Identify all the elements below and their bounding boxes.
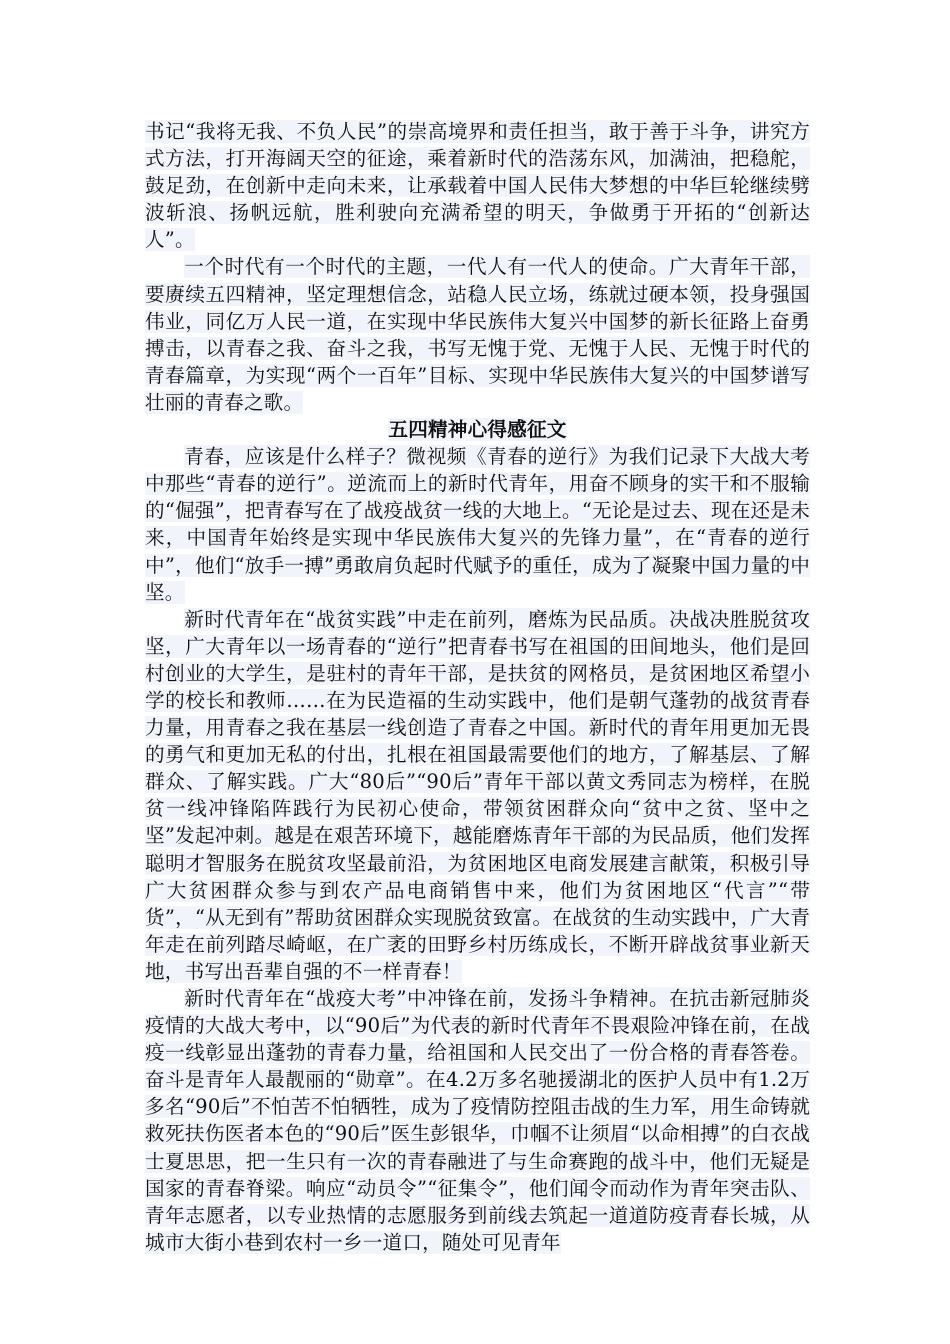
section-heading-text: 五四精神心得感征文 [388,418,567,442]
document-page [145,118,810,1256]
body-paragraph-1 [145,118,810,253]
body-paragraph-2 [145,253,810,416]
body-paragraph-3-text: 青春，应该是什么样子？微视频《青春的逆行》为我们记录下大战大考中那些“青春的逆行”。逆流而上的新时代青年，用奋不顾身的实干和不服输的“倔强”，把青春写在了战疫战贫一线的大地上。“无论是过去、现在还是未来，中国青年始终是实现中华民族伟大复兴的先锋力量”，在“青春的逆行中”，他们“放手一搏”勇敢肩负起时代赋予的重任，成为了凝聚中国力量的中坚。 [145,445,810,604]
section-heading [145,416,810,443]
body-paragraph-2-text: 一个时代有一个时代的主题，一代人有一代人的使命。广大青年干部，要赓续五四精神，坚定理想信念，站稳人民立场，练就过硬本领，投身强国伟业，同亿万人民一道，在实现中华民族伟大复兴中国梦的新长征路上奋勇搏击，以青春之我、奋斗之我，书写无愧于党、无愧于人民、无愧于时代的青春篇章，为实现“两个一百年”目标、实现中华民族伟大复兴的中国梦谱写壮丽的青春之歌。 [145,255,810,414]
body-paragraph-5 [145,985,810,1256]
body-paragraph-3 [145,443,810,606]
body-paragraph-1-text: 书记“我将无我、不负人民”的崇高境界和责任担当，敢于善于斗争，讲究方式方法，打开海阔天空的征途，乘着新时代的浩荡东风，加满油，把稳舵，鼓足劲，在创新中走向未来，让承载着中国人民伟大梦想的中华巨轮继续劈波斩浪、扬帆远航，胜利驶向充满希望的明天，争做勇于开拓的“创新达人”。 [145,120,810,252]
body-paragraph-4-text: 新时代青年在“战贫实践”中走在前列，磨炼为民品质。决战决胜脱贫攻坚，广大青年以一场青春的“逆行”把青春书写在祖国的田间地头，他们是回村创业的大学生，是驻村的青年干部，是扶贫的网格员，是贫困地区希望小学的校长和教师……在为民造福的生动实践中，他们是朝气蓬勃的战贫青春力量，用青春之我在基层一线创造了青春之中国。新时代的青年用更加无畏的勇气和更加无私的付出，扎根在祖国最需要他们的地方，了解基层、了解群众、了解实践。广大“80后”“90后”青年干部以黄文秀同志为榜样，在脱贫一线冲锋陷阵践行为民初心使命，带领贫困群众向“贫中之贫、坚中之坚”发起冲刺。越是在艰苦环境下，越能磨炼青年干部的为民品质，他们发挥聪明才智服务在脱贫攻坚最前沿，为贫困地区电商发展建言献策，积极引导广大贫困群众参与到农产品电商销售中来，他们为贫困地区“代言”“带货”，“从无到有”帮助贫困群众实现脱贫致富。在战贫的生动实践中，广大青年走在前列踏尽崎岖，在广袤的田野乡村历练成长，不断开辟战贫事业新天地，书写出吾辈自强的不一样青春！ [145,607,810,983]
body-paragraph-5-text: 新时代青年在“战疫大考”中冲锋在前，发扬斗争精神。在抗击新冠肺炎疫情的大战大考中，以“90后”为代表的新时代青年不畏艰险冲锋在前，在战疫一线彰显出蓬勃的青春力量，给祖国和人民交出了一份合格的青春答卷。奋斗是青年人最靓丽的“勋章”。在4.2万多名驰援湖北的医护人员中有1.2万多名“90后”不怕苦不怕牺牲，成为了疫情防控阻击战的生力军，用生命铸就救死扶伤医者本色的“90后”医生彭银华，巾帼不让须眉“以命相搏”的白衣战士夏思思，把一生只有一次的青春融进了与生命赛跑的战斗中，他们无疑是国家的青春脊梁。响应“动员令”“征集令”，他们闻令而动作为青年突击队、青年志愿者，以专业热情的志愿服务到前线去筑起一道道防疫青春长城，从城市大街小巷到农村一乡一道口，随处可见青年 [145,987,810,1254]
body-paragraph-4 [145,606,810,985]
